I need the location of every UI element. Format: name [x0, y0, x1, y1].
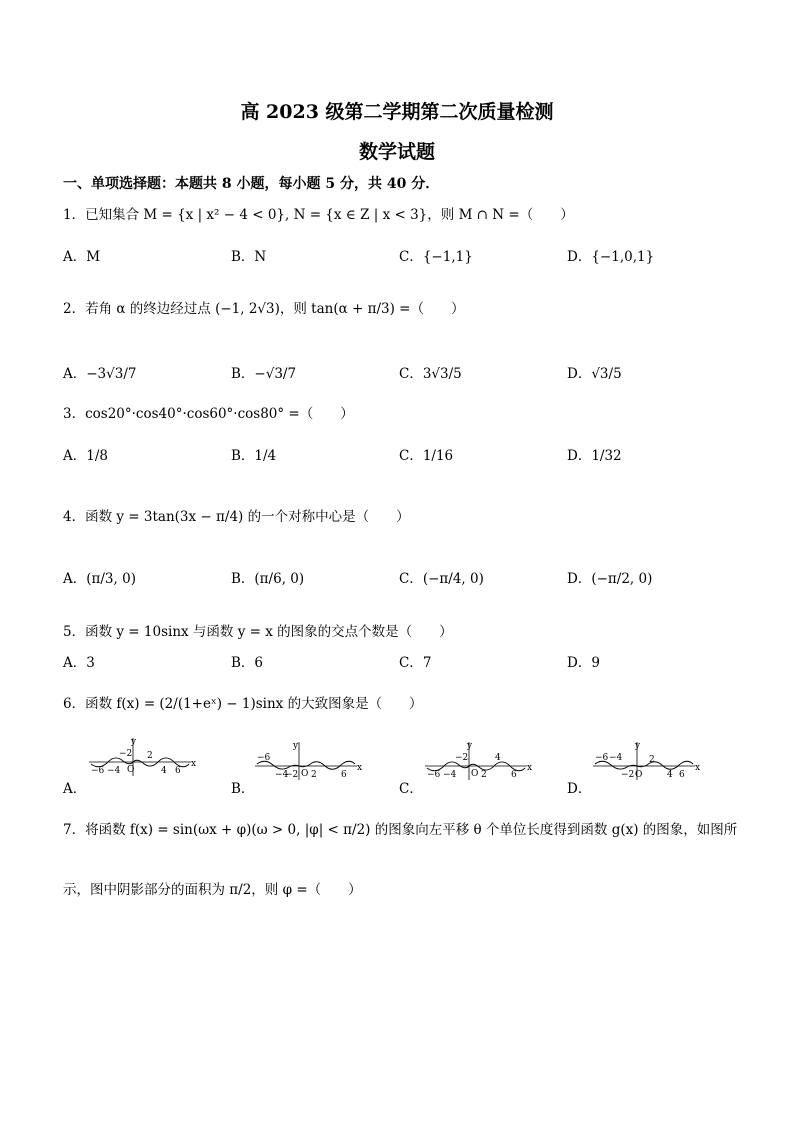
q4-option-b: B．(π/6, 0)	[231, 571, 305, 587]
q4-option-d: D．(−π/2, 0)	[567, 571, 653, 587]
q6-option-c: C．	[399, 781, 423, 797]
q5-option-a: A．3	[63, 655, 95, 671]
q1-option-d: D．{−1,0,1}	[567, 249, 655, 265]
q6d-tick: −6	[595, 753, 609, 763]
q6-graph-b	[253, 740, 363, 782]
q3-option-a: A．1/8	[63, 448, 108, 464]
q2-option-d: D．√3/5	[567, 366, 622, 382]
q6c-origin-label: O	[471, 769, 479, 779]
q6b-tick: 6	[341, 770, 347, 780]
question-6-stem: 6．函数 f(x) = (2/(1+eˣ) − 1)sinx 的大致图象是（ ）	[63, 696, 423, 712]
q6a-tick: 4	[161, 766, 167, 776]
page-title: 高 2023 级第二学期第二次质量检测	[240, 101, 554, 123]
q6a-tick: 2	[147, 751, 153, 761]
q6c-x-label: x	[527, 763, 533, 773]
q6b-tick: 2	[311, 770, 317, 780]
q4-option-c: C．(−π/4, 0)	[399, 571, 484, 587]
q6a-origin-label: O	[127, 765, 135, 775]
q6d-y-label: y	[635, 741, 641, 751]
question-7-stem: 7．将函数 f(x) = sin(ωx + φ)(ω > 0, |φ| < π/2) 的图象向左平移 θ 个单位长度得到函数 g(x) 的图象，如图所	[63, 822, 738, 838]
q6b-tick: −4	[275, 770, 289, 780]
q6b-x-label: x	[357, 763, 363, 773]
q1-option-a: A．M	[63, 249, 101, 265]
q6c-tick: 2	[481, 770, 487, 780]
q6b-origin-label: O	[301, 769, 309, 779]
q5-option-d: D．9	[567, 655, 600, 671]
q6c-tick: −2	[455, 753, 469, 763]
q6b-tick: −6	[257, 753, 271, 763]
q6a-tick: −4	[107, 766, 121, 776]
q6b-tick: −2	[285, 770, 299, 780]
question-4-stem: 4．函数 y = 3tan(3x − π/4) 的一个对称中心是（ ）	[63, 509, 410, 525]
q6d-tick: −2	[621, 770, 635, 780]
q6-graph-d	[591, 740, 701, 782]
q6c-tick: −4	[443, 770, 457, 780]
q2-option-b: B．−√3/7	[231, 366, 297, 382]
q6a-tick: 6	[175, 766, 181, 776]
question-5-stem: 5．函数 y = 10sinx 与函数 y = x 的图象的交点个数是（ ）	[63, 624, 453, 640]
q6d-tick: 2	[649, 755, 655, 765]
q6d-tick: 4	[667, 770, 673, 780]
q6-graph-c	[423, 740, 533, 782]
q2-option-c: C．3√3/5	[399, 366, 462, 382]
q4-option-a: A．(π/3, 0)	[63, 571, 136, 587]
question-2-stem: 2．若角 α 的终边经过点 (−1, 2√3)，则 tan(α + π/3) =（ ）	[63, 301, 465, 317]
q6d-x-label: x	[695, 763, 701, 773]
question-1-stem: 1．已知集合 M = {x | x² − 4 < 0}, N = {x ∈ Z | x < 3}，则 M ∩ N =（ ）	[63, 207, 574, 223]
q6c-tick: 6	[511, 770, 517, 780]
q3-option-c: C．1/16	[399, 448, 454, 464]
q6a-tick: −6	[91, 766, 105, 776]
q5-option-b: B．6	[231, 655, 264, 671]
q6a-tick: −2	[119, 749, 133, 759]
q5-option-c: C．7	[399, 655, 432, 671]
question-3-stem: 3．cos20°·cos40°·cos60°·cos80° =（ ）	[63, 406, 354, 422]
q6c-y-label: y	[467, 741, 473, 751]
q6-option-b: B．	[231, 781, 255, 797]
page-subtitle: 数学试题	[358, 141, 435, 163]
q1-option-b: B．N	[231, 249, 267, 265]
q6a-y-label: y	[131, 737, 137, 747]
q6d-origin-label: O	[635, 770, 643, 780]
q1-option-c: C．{−1,1}	[399, 249, 473, 265]
q6-option-a: A．	[63, 781, 87, 797]
q3-option-d: D．1/32	[567, 448, 622, 464]
q6b-y-label: y	[293, 741, 299, 751]
q6a-x-label: x	[191, 759, 197, 769]
q2-option-a: A．−3√3/7	[63, 366, 137, 382]
q6c-tick: −6	[427, 770, 441, 780]
q6d-tick: −4	[609, 753, 623, 763]
q6d-tick: 6	[679, 770, 685, 780]
q6-option-d: D．	[567, 781, 592, 797]
q6c-tick: 4	[495, 753, 501, 763]
q3-option-b: B．1/4	[231, 448, 277, 464]
section-heading: 一、单项选择题：本题共 8 小题，每小题 5 分，共 40 分．	[63, 176, 440, 192]
q6-graph-a	[87, 736, 197, 778]
question-7-stem-cont: 示，图中阴影部分的面积为 π/2，则 φ =（ ）	[63, 882, 362, 898]
